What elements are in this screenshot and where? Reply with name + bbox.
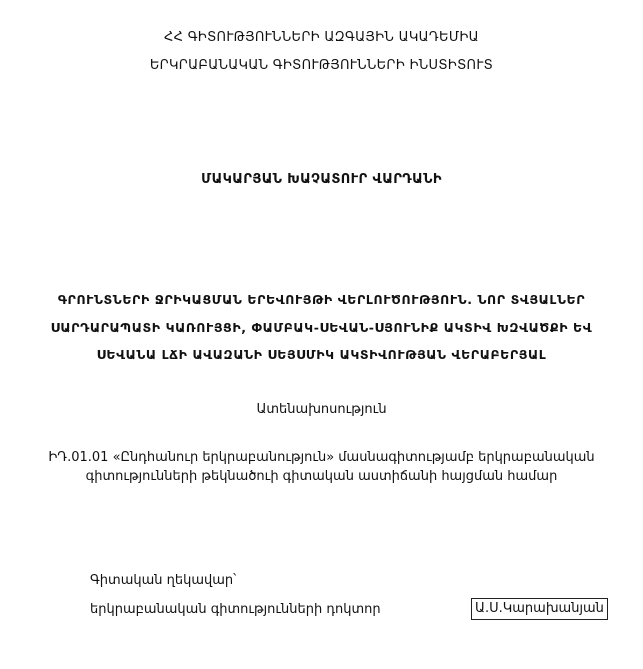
thesis-title-line-1: ԳՐՈՒՆՏՆԵՐԻ ՋՐԻԿԱՑՄԱՆ ԵՐԵՎՈՒՅԹԻ ՎԵՐԼՈՒԾՈՒԹՅՈՒՆ. ՆՈՐ ՏՎՅԱԼՆԵՐ xyxy=(57,292,586,307)
document-type: Ատենախոսություն xyxy=(256,402,387,417)
supervisor-name-box: Ա.Ս.Կարախանյան xyxy=(471,598,608,620)
thesis-title-line-2: ՍԱՐԴԱՐԱՊԱՏԻ ԿԱՌՈՒՅՑԻ, ՓԱՄԲԱԿ-ՍԵՎԱՆ-ՍՅՈՒՆԻՔ ԱԿՏԻՎ ԽԶՎԱԾՔԻ ԵՎ xyxy=(50,320,593,335)
specialty-line-2: գիտությունների թեկնածուի գիտական աստիճանի հայցման համար xyxy=(85,469,558,484)
institute-name: ԵՐԿՐԱԲԱՆԱԿԱՆ ԳԻՏՈՒԹՅՈՒՆՆԵՐԻ ԻՆՍՏԻՏՈՒՏ xyxy=(149,58,494,73)
supervisor-degree: երկրաբանական գիտությունների դոկտոր xyxy=(90,602,381,617)
specialty-line-1: ԻԴ.01.01 «Ընդհանուր երկրաբանություն» մասնագիտությամբ երկրաբանական xyxy=(48,450,595,465)
academy-name: ՀՀ ԳԻՏՈՒԹՅՈՒՆՆԵՐԻ ԱԶԳԱՅԻՆ ԱԿԱԴԵՄԻԱ xyxy=(164,30,479,45)
supervisor-label: Գիտական ղեկավար՝ xyxy=(90,573,237,588)
thesis-title-line-3: ՍԵՎԱՆԱ ԼՃԻ ԱՎԱԶԱՆԻ ՍԵՅՍՄԻԿ ԱԿՏԻՎՈՒԹՅԱՆ ՎԵՐԱԲԵՐՅԱԼ xyxy=(96,347,547,362)
author-name: ՄԱԿԱՐՅԱՆ ԽԱՉԱՏՈՒՐ ՎԱՐԴԱՆԻ xyxy=(201,172,442,187)
